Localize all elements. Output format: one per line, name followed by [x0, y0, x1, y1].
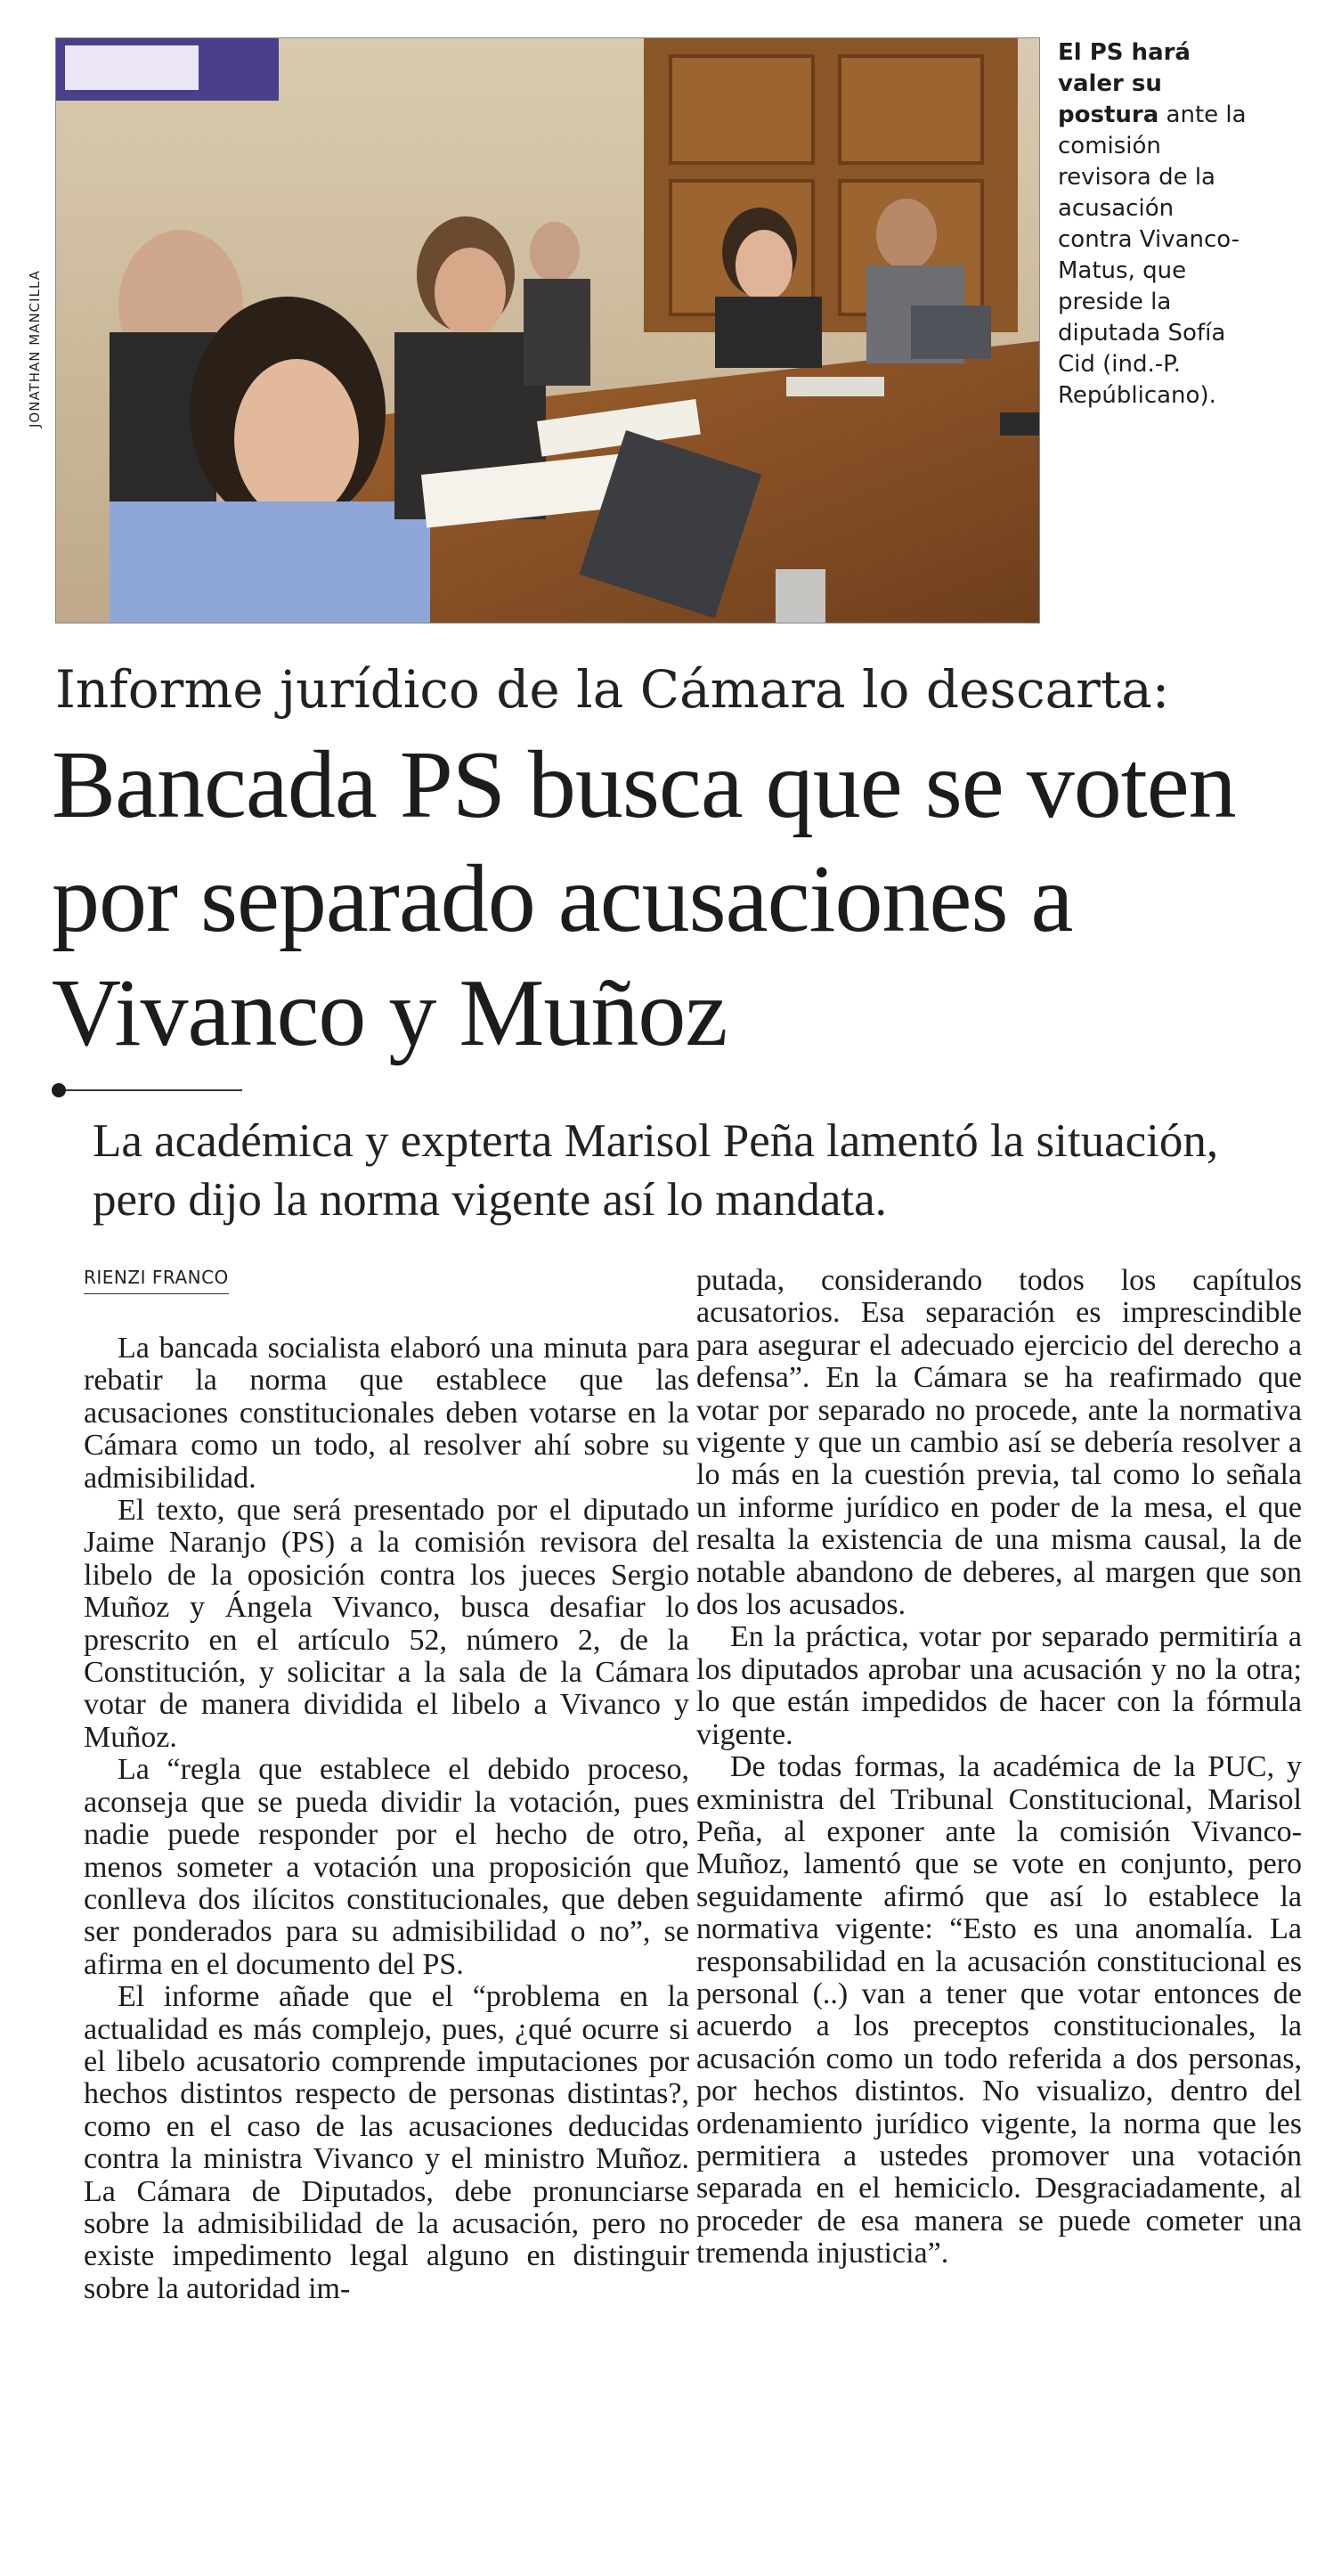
caption-text: ante la comisión revisora de la acusación contra Vivanco-Matus, que preside la diputada Sofía Cid (ind.-P. Repúblicano).	[1058, 102, 1247, 409]
deck: La académica y expterta Marisol Peña lamentó la situación, pero dijo la norma vigente así lo mandata.	[93, 1115, 1219, 1226]
paragraph: La bancada socialista elaboró una minuta para rebatir la norma que establece que las acusaciones constitucionales deben votarse en la Cámara como un todo, al resolver ahí sobre su admisibilidad.	[84, 1332, 689, 1495]
paragraph: La “regla que establece el debido proceso, aconseja que se pueda dividir la votación, pues nadie puede responder por el hecho de otro, menos someter a votación una proposición que conlleva dos ilícitos constitucionales, que deben ser ponderados para su admisibilidad o no”, se afirma en el documento del PS.	[84, 1753, 689, 1981]
deck-divider	[55, 1089, 242, 1091]
paragraph: El texto, que será presentado por el diputado Jaime Naranjo (PS) a la comisión revisora del libelo de la oposición contra los jueces Sergio Muñoz y Ángela Vivanco, busca desafiar lo prescrito en el artículo 52, número 2, de la Constitución, y solicitar a la sala de la Cámara votar de manera dividida el libelo a Vivanco y Muñoz.	[84, 1494, 689, 1754]
paragraph: De todas formas, la académica de la PUC, y exministra del Tribunal Constitucional, Marisol Peña, al exponer ante la comisión Vivanco-Muñoz, lamentó que se vote en conjunto, pero seguidamente afirmó que así lo establece la normativa vigente: “Esto es una anomalía. La responsabilidad en la acusación constitucional es personal (..) van a tener que votar entonces de acuerdo a los preceptos constitucionales, la acusación como un todo referida a dos personas, por hechos distintos. No visualizo, dentro del ordenamiento jurídico vigente, la norma que les permitiera a ustedes promover una votación separada en el hemiciclo. Desgraciadamente, al proceder de esa manera se puede cometer una tremenda injusticia”.	[696, 1750, 1302, 2270]
headline: Bancada PS busca que se voten por separado acusaciones a Vivanco y Muñoz	[52, 732, 1236, 1066]
deck-bullet-icon	[52, 1083, 66, 1097]
news-photo	[55, 37, 1040, 624]
byline: RIENZI FRANCO	[84, 1267, 229, 1294]
paragraph: En la práctica, votar por separado permitiría a los diputados aprobar una acusación y no la otra; lo que están impedidos de hacer con la fórmula vigente.	[696, 1620, 1302, 1751]
photo-caption	[1058, 37, 1254, 412]
paragraph: putada, considerando todos los capítulos acusatorios. Esa separación es imprescindible para asegurar el adecuado ejercicio del derecho a defensa”. En la Cámara se ha reafirmado que votar por separado no procede, ante la normativa vigente y que un cambio así se debería resolver a lo más en la cuestión previa, tal como lo señala un informe jurídico en poder de la mesa, el que resalta la existencia de una misma causal, la de notable abandono de deberes, al margen que son dos los acusados.	[696, 1264, 1302, 1622]
body-column-left	[84, 1333, 689, 2305]
caption-lead: El PS hará valer su postura	[1058, 39, 1191, 128]
paragraph: El informe añade que el “problema en la actualidad es más complejo, pues, ¿qué ocurre si el libelo acusatorio comprende imputaciones por hechos distintos respecto de personas distintas?, como en el caso de las acusaciones deducidas contra la ministra Vivanco y el ministro Muñoz. La Cámara de Diputados, debe pronunciarse sobre la admisibilidad de la acusación, pero no existe impedimento legal alguno en distinguir sobre la autoridad im-	[84, 1980, 689, 2305]
kicker: Informe jurídico de la Cámara lo descarta:	[55, 659, 1170, 720]
body-column-right	[696, 1265, 1302, 2270]
photo-committee-meeting-icon	[56, 38, 1039, 623]
photo-credit: JONATHAN MANCILLA	[27, 270, 43, 428]
